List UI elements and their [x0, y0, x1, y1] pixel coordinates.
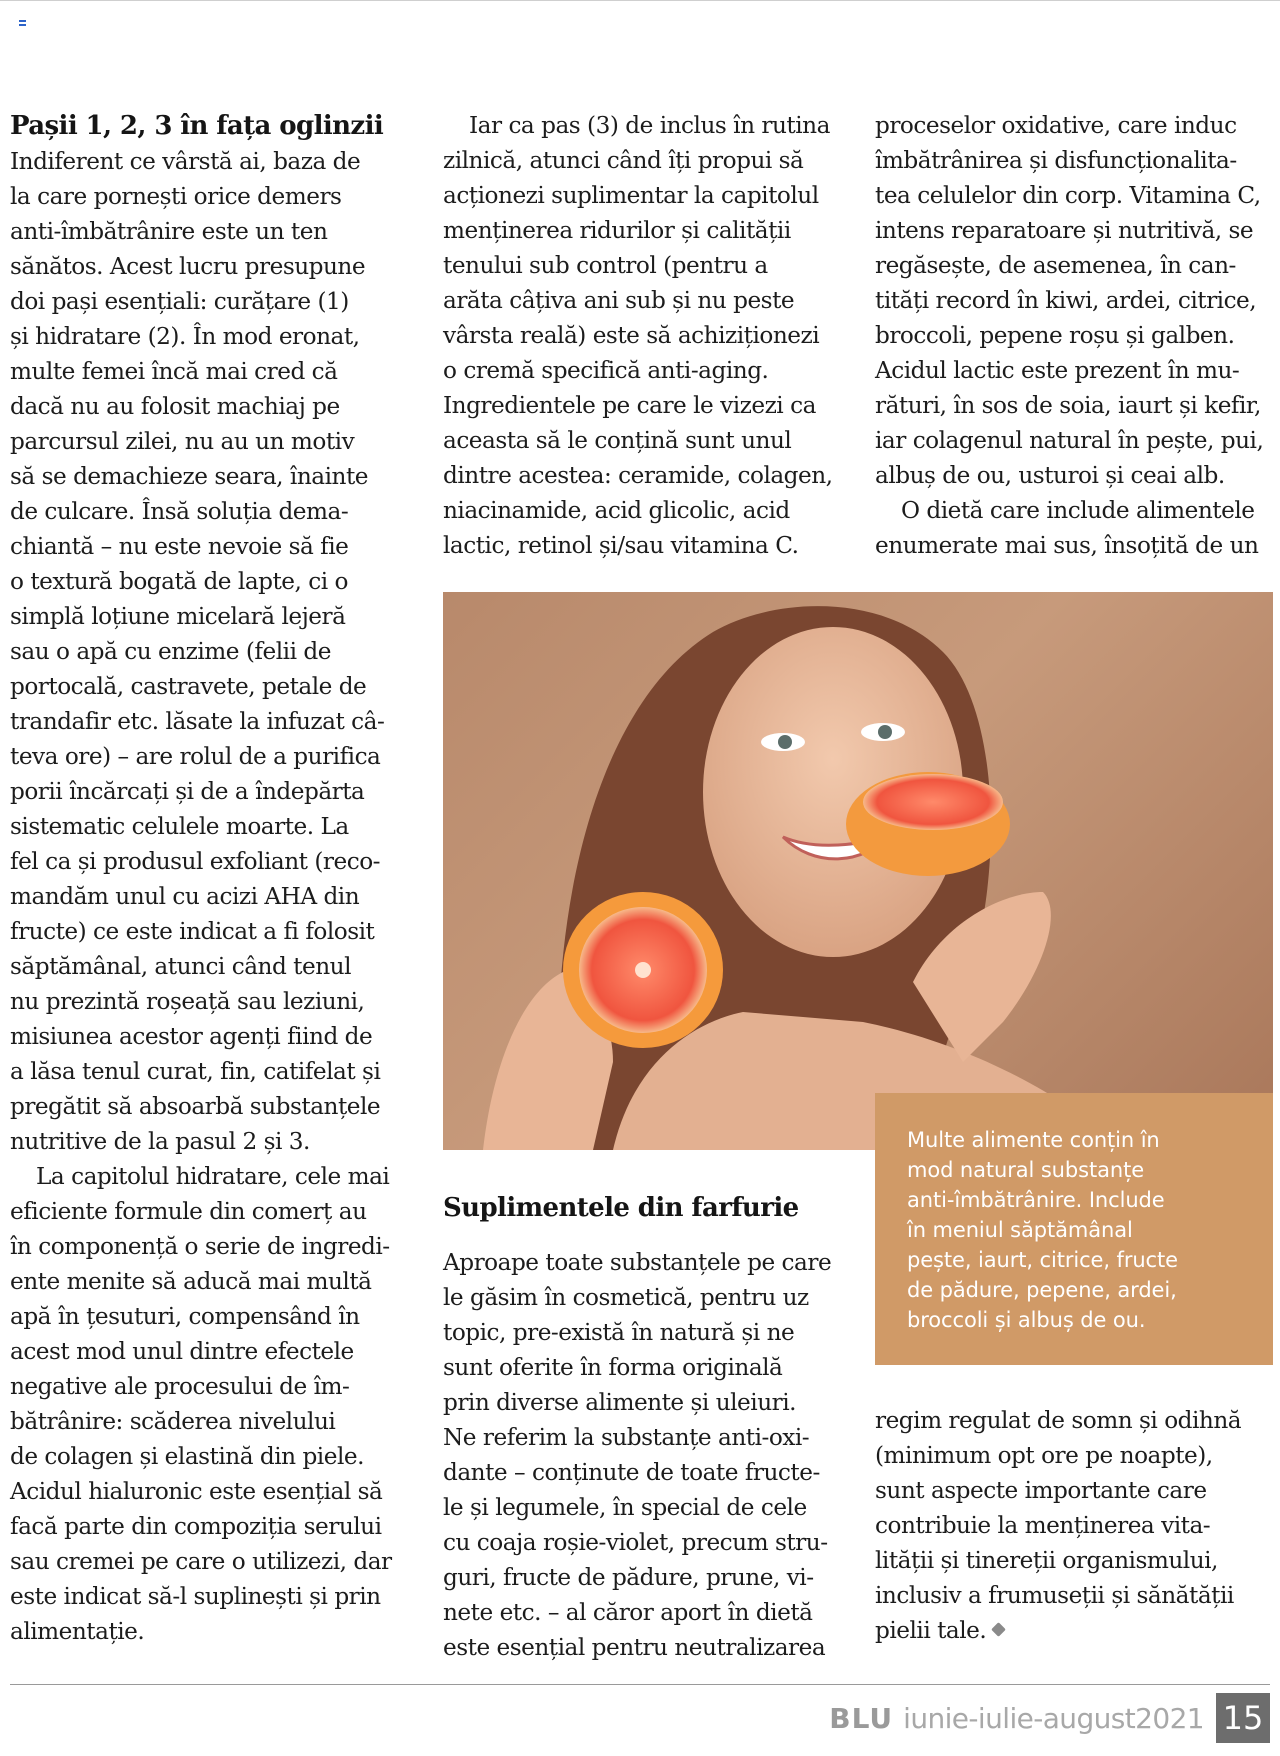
text-line: parcursul zilei, nu au un motiv — [10, 428, 355, 455]
end-diamond-icon — [991, 1622, 1006, 1637]
section-heading-pasii: Pașii 1, 2, 3 în fața oglinzii — [10, 111, 384, 141]
text-line: menținerea ridurilor și calității — [443, 217, 791, 244]
text-line: la care pornești orice demers — [10, 183, 342, 210]
text-line: să se demachieze seara, înainte — [10, 463, 368, 490]
text-line: o cremă specifică anti-aging. — [443, 357, 769, 384]
text-line: regim regulat de somn și odihnă — [875, 1407, 1242, 1434]
callout-line: de pădure, pepene, ardei, — [907, 1278, 1177, 1302]
callout-line: Multe alimente conțin în — [907, 1128, 1160, 1152]
callout-line: în meniul săptămânal — [907, 1218, 1133, 1242]
text-line: cu coaja roșie-violet, precum stru- — [443, 1529, 828, 1556]
issue-date: iunie-iulie-august2021 — [903, 1701, 1204, 1735]
column-3-top — [875, 108, 1280, 563]
text-line: anti-îmbătrânire este un ten — [10, 218, 328, 245]
text-line: nutritive de la pasul 2 și 3. — [10, 1128, 310, 1155]
text-line: trandafir etc. lăsate la infuzat câ- — [10, 708, 385, 735]
text-line: acționezi suplimentar la capitolul — [443, 182, 819, 209]
text-line: chiantă – nu este nevoie să fie — [10, 533, 349, 560]
text-line: nete etc. – al căror aport în dietă — [443, 1599, 813, 1626]
text-line: fel ca și produsul exfoliant (reco- — [10, 848, 380, 875]
text-line: zilnică, atunci când îți propui să — [443, 147, 804, 174]
text-line: tități record în kiwi, ardei, citrice, — [875, 287, 1257, 314]
text-line: proceselor oxidative, care induc — [875, 112, 1237, 139]
text-line: La capitolul hidratare, cele mai — [36, 1163, 390, 1190]
paragraph — [10, 144, 420, 1159]
page-number: 15 — [1216, 1693, 1270, 1743]
text-line: (minimum opt ore pe noapte), — [875, 1442, 1213, 1469]
text-line: fructe) ce este indicat a fi folosit — [10, 918, 375, 945]
text-line: Ne referim la substanțe anti-oxi- — [443, 1424, 810, 1451]
text-line: Acidul lactic este prezent în mu- — [875, 357, 1240, 384]
text-line: este indicat să-l suplinești și prin — [10, 1583, 381, 1610]
text-line: albuș de ou, usturoi și ceai alb. — [875, 462, 1225, 489]
text-line: sistematic celulele moarte. La — [10, 813, 349, 840]
callout-line: pește, iaurt, citrice, fructe — [907, 1248, 1178, 1272]
text-line: nu prezintă roșeață sau leziuni, — [10, 988, 365, 1015]
text-line: portocală, castravete, petale de — [10, 673, 367, 700]
callout-box — [875, 1093, 1273, 1365]
paragraph — [10, 1159, 420, 1649]
text-line: acest mod unul dintre efectele — [10, 1338, 354, 1365]
text-line: teva ore) – are rolul de a purifica — [10, 743, 381, 770]
text-line: vârsta reală) este să achiziționezi — [443, 322, 820, 349]
text-line: simplă loțiune micelară lejeră — [10, 603, 346, 630]
text-line: bătrânire: scăderea nivelului — [10, 1408, 336, 1435]
text-line: broccoli, pepene roșu și galben. — [875, 322, 1235, 349]
text-line: Acidul hialuronic este esențial să — [10, 1478, 383, 1505]
text-line: sunt aspecte importante care — [875, 1477, 1207, 1504]
text-line: a lăsa tenul curat, fin, catifelat și — [10, 1058, 381, 1085]
column-1 — [10, 108, 420, 1649]
text-line: regăsește, de asemenea, în can- — [875, 252, 1236, 279]
paragraph — [875, 108, 1280, 493]
text-line: îmbătrânirea și disfuncționalita- — [875, 147, 1237, 174]
text-line: sănătos. Acest lucru presupune — [10, 253, 366, 280]
text-line: facă parte din compoziția serului — [10, 1513, 382, 1540]
text-line: misiunea acestor agenți fiind de — [10, 1023, 373, 1050]
callout-line: anti-îmbătrânire. Include — [907, 1188, 1165, 1212]
callout-line: broccoli și albuș de ou. — [907, 1308, 1146, 1332]
text-line: rături, în sos de soia, iaurt și kefir, — [875, 392, 1261, 419]
text-line: porii încărcați și de a îndepărta — [10, 778, 365, 805]
text-line: topic, pre-există în natură și ne — [443, 1319, 795, 1346]
text-line: tenului sub control (pentru a — [443, 252, 768, 279]
text-line: dacă nu au folosit machiaj pe — [10, 393, 340, 420]
column-3-bottom — [875, 1403, 1280, 1648]
text-line: apă în țesuturi, compensând în — [10, 1303, 360, 1330]
text-line: Ingredientele pe care le vizezi ca — [443, 392, 816, 419]
text-line: de colagen și elastină din piele. — [10, 1443, 364, 1470]
text-line: le și legumele, în special de cele — [443, 1494, 807, 1521]
text-line: Indiferent ce vârstă ai, baza de — [10, 148, 361, 175]
text-line: lității și tinereții organismului, — [875, 1547, 1218, 1574]
page-footer — [829, 1693, 1270, 1743]
text-line: inclusiv a frumuseții și sănătății — [875, 1582, 1234, 1609]
callout-line: mod natural substanțe — [907, 1158, 1145, 1182]
column-2-top — [443, 108, 853, 563]
text-line: iar colagenul natural în pește, pui, — [875, 427, 1264, 454]
text-line: în componență o serie de ingredi- — [10, 1233, 390, 1260]
text-line: lactic, retinol și/sau vitamina C. — [443, 532, 799, 559]
text-line: intens reparatoare și nutritivă, se — [875, 217, 1254, 244]
text-line: guri, fructe de pădure, prune, vi- — [443, 1564, 814, 1591]
text-line: negative ale procesului de îm- — [10, 1373, 350, 1400]
text-line: săptămânal, atunci când tenul — [10, 953, 352, 980]
text-line: tea celulelor din corp. Vitamina C, — [875, 182, 1261, 209]
text-line: O dietă care include alimentele — [901, 497, 1255, 524]
text-line: eficiente formule din comerț au — [10, 1198, 367, 1225]
text-line: doi pași esențiali: curățare (1) — [10, 288, 349, 315]
text-line: sau cremei pe care o utilizezi, dar — [10, 1548, 392, 1575]
woman-grapefruit-photo — [443, 592, 1273, 1150]
text-line-last — [875, 1613, 1280, 1648]
bottom-rule — [10, 1684, 1270, 1685]
text-line: arăta câțiva ani sub și nu peste — [443, 287, 795, 314]
text-line: ente menite să aducă mai multă — [10, 1268, 372, 1295]
text-line: sunt oferite în forma originală — [443, 1354, 783, 1381]
text-line: dintre acestea: ceramide, colagen, — [443, 462, 833, 489]
paragraph — [875, 1403, 1280, 1648]
magazine-brand: BLU — [829, 1701, 894, 1735]
text-line: contribuie la menținerea vita- — [875, 1512, 1211, 1539]
text-line: sau o apă cu enzime (felii de — [10, 638, 331, 665]
text-line: aceasta să le conțină sunt unul — [443, 427, 792, 454]
section-heading-suplimentele: Suplimentele din farfurie — [443, 1193, 799, 1223]
paragraph — [875, 493, 1280, 563]
text-line: niacinamide, acid glicolic, acid — [443, 497, 790, 524]
text-line: de culcare. Însă soluția dema- — [10, 498, 349, 525]
top-rule — [0, 0, 1280, 1]
paragraph — [443, 108, 853, 563]
text-line: Iar ca pas (3) de inclus în rutina — [469, 112, 830, 139]
text-line: dante – conținute de toate fructe- — [443, 1459, 820, 1486]
text-line: mandăm unul cu acizi AHA din — [10, 883, 360, 910]
column-2-bottom — [443, 1245, 853, 1665]
text-line: enumerate mai sus, însoțită de un — [875, 532, 1259, 559]
text-line: o textură bogată de lapte, ci o — [10, 568, 348, 595]
text-line: alimentație. — [10, 1618, 145, 1645]
photo-illustration — [443, 592, 1273, 1150]
text-line: le găsim în cosmetică, pentru uz — [443, 1284, 809, 1311]
text-line: multe femei încă mai cred că — [10, 358, 338, 385]
text-line: este esențial pentru neutralizarea — [443, 1634, 826, 1661]
text-line: și hidratare (2). În mod eronat, — [10, 323, 360, 350]
menu-lines-icon — [19, 20, 26, 26]
text-line: prin diverse alimente și uleiuri. — [443, 1389, 796, 1416]
text-line: pregătit să absoarbă substanțele — [10, 1093, 381, 1120]
text-line: Aproape toate substanțele pe care — [443, 1249, 832, 1276]
paragraph — [443, 1245, 853, 1665]
text-line: pielii tale. — [875, 1617, 987, 1644]
